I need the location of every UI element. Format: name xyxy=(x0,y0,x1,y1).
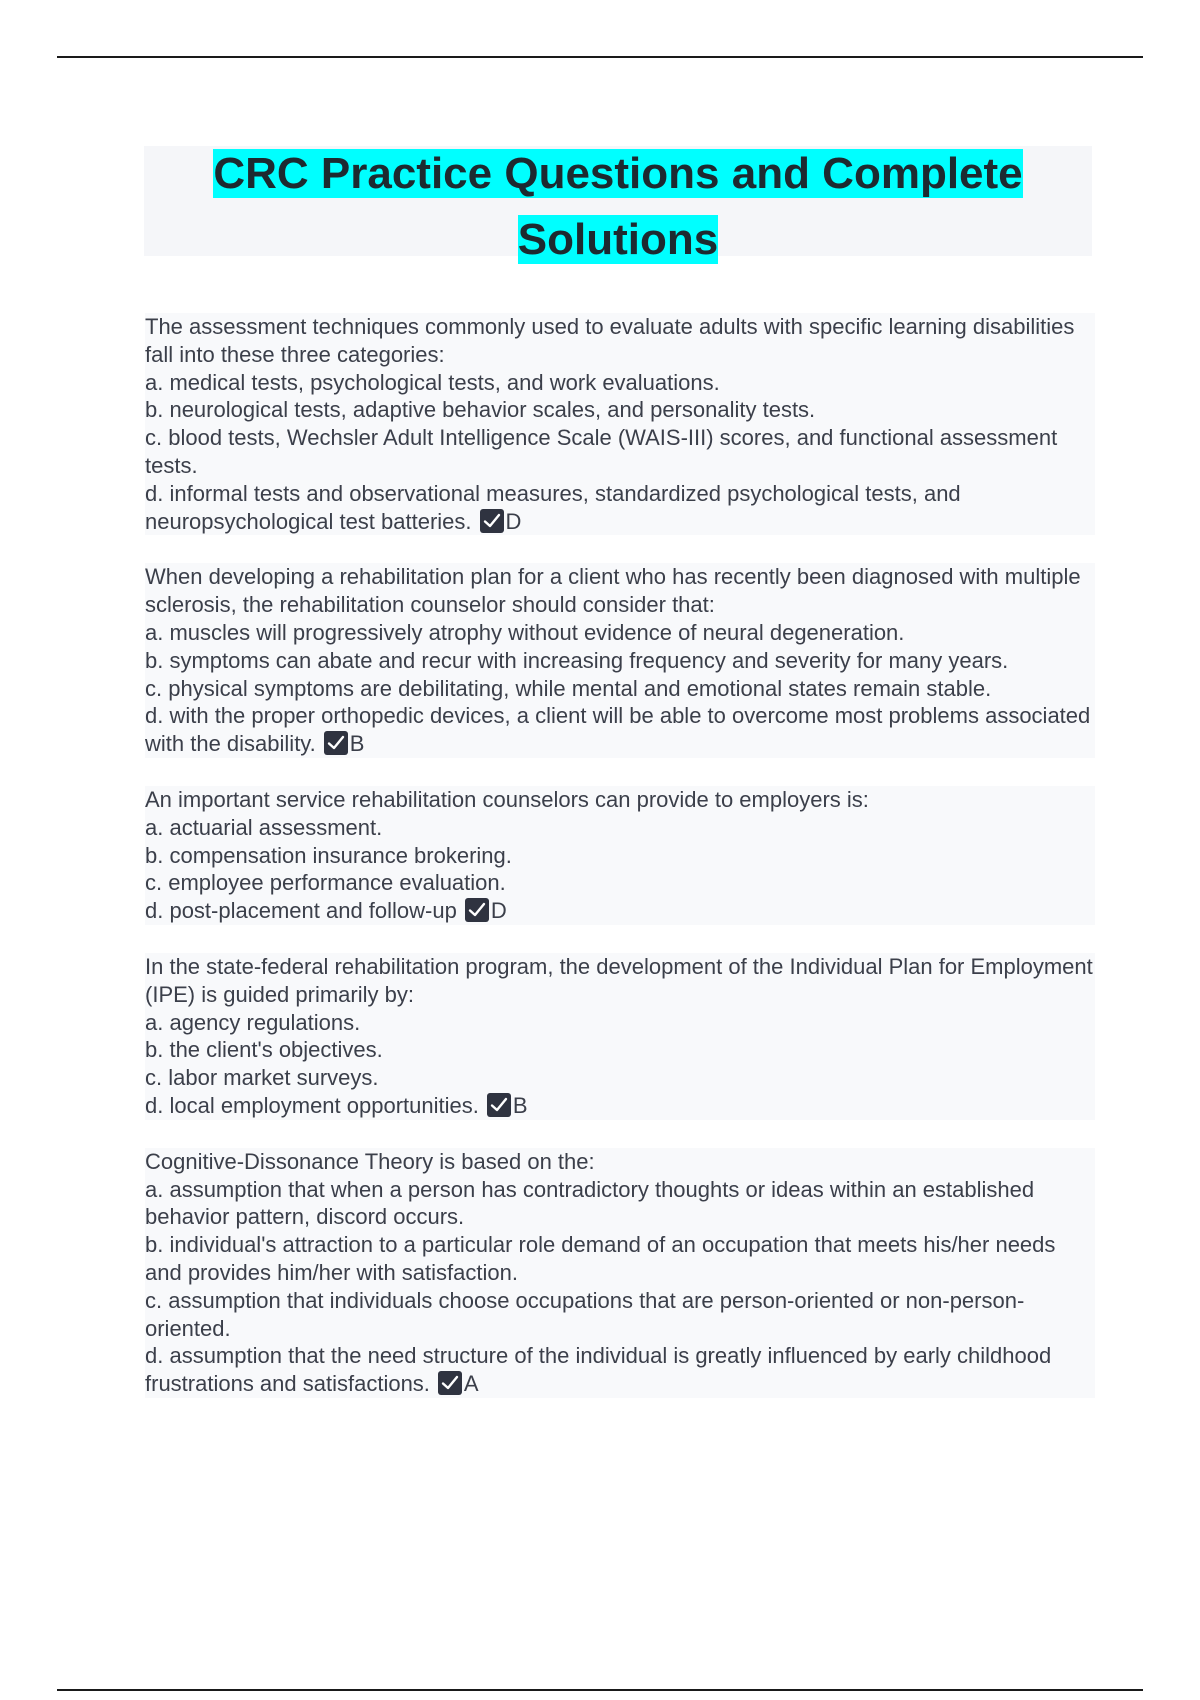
checkmark-icon xyxy=(487,1093,511,1117)
answer-letter: D xyxy=(490,898,507,924)
question-stem: When developing a rehabilitation plan for a client who has recently been diagnosed with multiple sclerosis, the rehabilitation counselor should consider that: xyxy=(145,564,1081,618)
checkmark-icon xyxy=(324,731,348,755)
option-c: c. blood tests, Wechsler Adult Intelligence Scale (WAIS-III) scores, and functional assessment tests. xyxy=(145,425,1058,478)
title-block xyxy=(144,146,1092,264)
question-block xyxy=(145,1148,1095,1398)
option-d: d. assumption that the need structure of the individual is greatly influenced by early childhood frustrations and satisfactions. xyxy=(145,1343,1052,1397)
question-block xyxy=(145,786,1095,925)
answer-letter: A xyxy=(463,1371,479,1397)
question-stem: The assessment techniques commonly used to evaluate adults with specific learning disabilities fall into these three categories: xyxy=(145,314,1075,367)
checkmark-icon xyxy=(480,509,504,533)
question-stem: In the state-federal rehabilitation program, the development of the Individual Plan for Employment (IPE) is guided primarily by: xyxy=(145,953,1093,1007)
option-b: b. symptoms can abate and recur with increasing frequency and severity for many years. xyxy=(145,647,1009,673)
option-d: d. with the proper orthopedic devices, a client will be able to overcome most problems associated with the disability. xyxy=(145,703,1091,757)
question-block xyxy=(145,563,1095,758)
option-d-with-answer xyxy=(145,1342,1095,1398)
option-d-with-answer xyxy=(145,702,1095,758)
checkmark-icon xyxy=(438,1371,462,1395)
question-block xyxy=(145,953,1095,1120)
option-b: b. individual's attraction to a particular role demand of an occupation that meets his/her needs and provides him/her with satisfaction. xyxy=(145,1232,1056,1285)
option-a: a. assumption that when a person has contradictory thoughts or ideas within an established behavior pattern, discord occurs. xyxy=(145,1176,1035,1230)
option-a: a. agency regulations. xyxy=(145,1009,361,1035)
answer-letter: B xyxy=(349,731,365,757)
option-d-with-answer xyxy=(145,480,1095,536)
option-c: c. physical symptoms are debilitating, while mental and emotional states remain stable. xyxy=(145,675,992,701)
question-stem: Cognitive-Dissonance Theory is based on the: xyxy=(145,1148,595,1174)
answer-letter: B xyxy=(512,1092,528,1118)
option-a: a. medical tests, psychological tests, and work evaluations. xyxy=(145,369,720,395)
question-block xyxy=(145,313,1095,535)
checkmark-icon xyxy=(465,898,489,922)
option-b: b. neurological tests, adaptive behavior scales, and personality tests. xyxy=(145,397,816,423)
option-c: c. assumption that individuals choose occupations that are person-oriented or non-person-oriented. xyxy=(145,1287,1025,1341)
page-title: CRC Practice Questions and Complete Solutions xyxy=(213,149,1023,264)
option-d: d. informal tests and observational measures, standardized psychological tests, and neuropsychological test batteries. xyxy=(145,480,961,534)
option-d-with-answer xyxy=(145,897,1095,925)
option-c: c. labor market surveys. xyxy=(145,1065,379,1091)
option-d: d. post-placement and follow-up xyxy=(145,898,457,924)
answer-letter: D xyxy=(505,508,522,534)
question-list xyxy=(145,313,1095,1426)
option-b: b. the client's objectives. xyxy=(145,1037,383,1063)
question-stem: An important service rehabilitation counselors can provide to employers is: xyxy=(145,786,869,812)
top-rule xyxy=(57,56,1143,58)
bottom-rule xyxy=(57,1689,1143,1691)
option-a: a. actuarial assessment. xyxy=(145,814,383,840)
option-c: c. employee performance evaluation. xyxy=(145,870,506,896)
option-d-with-answer xyxy=(145,1092,1095,1120)
option-b: b. compensation insurance brokering. xyxy=(145,842,512,868)
option-a: a. muscles will progressively atrophy without evidence of neural degeneration. xyxy=(145,619,905,645)
option-d: d. local employment opportunities. xyxy=(145,1092,479,1118)
